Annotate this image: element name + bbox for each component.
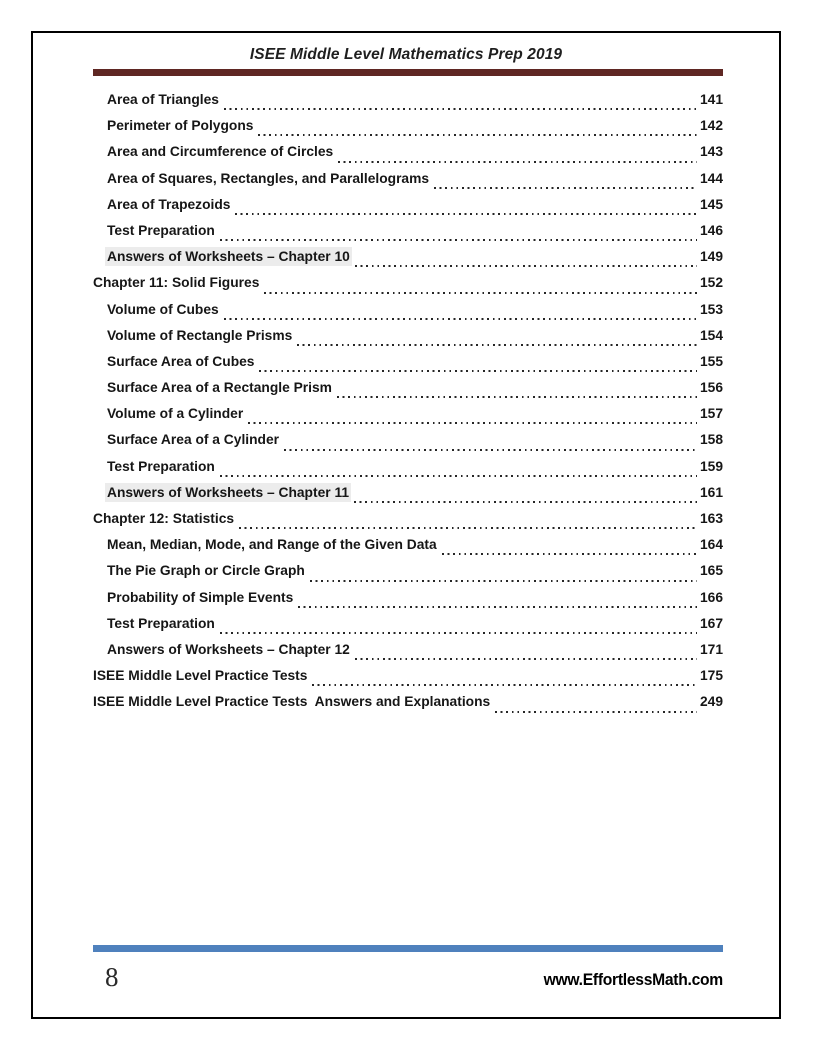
toc-entry-page: 167 — [699, 615, 723, 631]
dot-leader — [220, 475, 697, 477]
toc-entry — [93, 432, 723, 458]
toc-entry-page: 175 — [699, 668, 723, 684]
toc-entry-page: 158 — [699, 432, 723, 448]
toc-entry — [93, 380, 723, 406]
toc-entry — [93, 223, 723, 249]
toc-entry — [93, 616, 723, 642]
toc-entry-label: Answers of Worksheets – Chapter 11 — [107, 484, 350, 500]
toc-entry-label: Area of Trapezoids — [107, 196, 231, 212]
toc-entry — [93, 249, 723, 275]
toc-entry — [93, 537, 723, 563]
toc-entry-label: Volume of Cubes — [107, 301, 219, 317]
dot-leader — [434, 187, 697, 189]
toc-entry — [93, 144, 723, 170]
dot-leader — [220, 239, 697, 241]
toc-entry-page: 164 — [699, 537, 723, 553]
toc-entry-page: 155 — [699, 353, 723, 369]
dot-leader — [495, 711, 697, 713]
toc-entry-label: ISEE Middle Level Practice Tests — [93, 668, 308, 684]
table-of-contents — [93, 92, 723, 721]
toc-entry-page: 154 — [699, 327, 723, 343]
dot-leader — [224, 318, 697, 320]
toc-entry-label: Surface Area of Cubes — [107, 353, 255, 369]
toc-entry-label: Area and Circumference of Circles — [107, 144, 334, 160]
toc-entry — [93, 642, 723, 668]
page-number: 8 — [105, 962, 119, 992]
toc-entry-page: 165 — [699, 563, 723, 579]
toc-entry-label: ISEE Middle Level Practice Tests Answers and Explanations — [93, 694, 491, 710]
toc-entry-page: 141 — [699, 92, 723, 107]
toc-entry — [93, 590, 723, 616]
toc-entry-label: Chapter 12: Statistics — [93, 511, 235, 526]
toc-entry — [93, 197, 723, 223]
toc-entry — [93, 459, 723, 485]
footer-divider-bar — [93, 945, 723, 952]
toc-entry-page: 143 — [699, 144, 723, 160]
toc-entry-page: 144 — [699, 170, 723, 186]
toc-entry-page: 166 — [699, 589, 723, 605]
dot-leader — [259, 370, 697, 372]
toc-entry — [93, 511, 723, 537]
toc-entry-label: Volume of Rectangle Prisms — [107, 327, 293, 343]
dot-leader — [224, 108, 697, 110]
toc-entry — [93, 668, 723, 694]
toc-entry-page: 249 — [699, 694, 723, 710]
toc-entry-page: 159 — [699, 458, 723, 474]
dot-leader — [248, 422, 697, 424]
dot-leader — [298, 606, 697, 608]
dot-leader — [312, 684, 697, 686]
toc-entry — [93, 563, 723, 589]
dot-leader — [239, 527, 697, 529]
toc-entry-label: Chapter 11: Solid Figures — [93, 275, 260, 291]
toc-entry — [93, 92, 723, 118]
header-divider-bar — [93, 69, 723, 76]
toc-entry — [93, 328, 723, 354]
toc-entry-page: 163 — [699, 511, 723, 526]
toc-entry-page: 157 — [699, 406, 723, 422]
toc-entry — [93, 406, 723, 432]
toc-entry-label: Answers of Worksheets – Chapter 12 — [107, 641, 350, 657]
toc-entry-label: Surface Area of a Cylinder — [107, 432, 280, 448]
toc-entry-label: Test Preparation — [107, 615, 215, 631]
dot-leader — [264, 292, 697, 294]
dot-leader — [355, 658, 697, 660]
dot-leader — [220, 632, 697, 634]
dot-leader — [310, 580, 697, 582]
toc-entry-page: 171 — [699, 641, 723, 657]
dot-leader — [284, 449, 697, 451]
toc-entry-page: 145 — [699, 196, 723, 212]
dot-leader — [297, 344, 697, 346]
toc-entry-page: 149 — [699, 249, 723, 265]
toc-entry-label: Area of Triangles — [107, 92, 219, 107]
toc-entry-label: Answers of Worksheets – Chapter 10 — [107, 249, 350, 265]
toc-entry — [93, 694, 723, 720]
toc-entry-label: Perimeter of Polygons — [107, 118, 254, 134]
dot-leader — [258, 134, 697, 136]
toc-entry-label: Probability of Simple Events — [107, 589, 294, 605]
toc-entry-label: The Pie Graph or Circle Graph — [107, 563, 305, 579]
toc-entry-page: 156 — [699, 380, 723, 396]
page-footer — [93, 964, 723, 991]
toc-entry — [93, 485, 723, 511]
toc-entry-page: 153 — [699, 301, 723, 317]
dot-leader — [337, 396, 697, 398]
toc-entry-label: Test Preparation — [107, 222, 215, 238]
page-header-title: ISEE Middle Level Mathematics Prep 2019 — [249, 46, 563, 63]
dot-leader — [442, 553, 697, 555]
toc-entry-page: 142 — [699, 118, 723, 134]
dot-leader — [235, 213, 697, 215]
dot-leader — [354, 501, 697, 503]
toc-entry-page: 152 — [699, 275, 723, 291]
toc-entry-page: 161 — [699, 484, 723, 500]
toc-entry — [93, 354, 723, 380]
website-url: www.EffortlessMath.com — [543, 970, 723, 989]
dot-leader — [338, 161, 697, 163]
toc-entry-label: Surface Area of a Rectangle Prism — [107, 380, 332, 396]
toc-entry-label: Area of Squares, Rectangles, and Parallelograms — [107, 170, 430, 186]
toc-entry-label: Volume of a Cylinder — [107, 406, 244, 422]
dot-leader — [355, 265, 697, 267]
toc-entry — [93, 171, 723, 197]
toc-entry — [93, 302, 723, 328]
toc-entry — [93, 118, 723, 144]
document-page — [31, 31, 781, 1019]
toc-entry — [93, 275, 723, 301]
toc-entry-label: Test Preparation — [107, 458, 215, 474]
toc-entry-label: Mean, Median, Mode, and Range of the Given Data — [107, 537, 437, 553]
toc-entry-page: 146 — [699, 222, 723, 238]
